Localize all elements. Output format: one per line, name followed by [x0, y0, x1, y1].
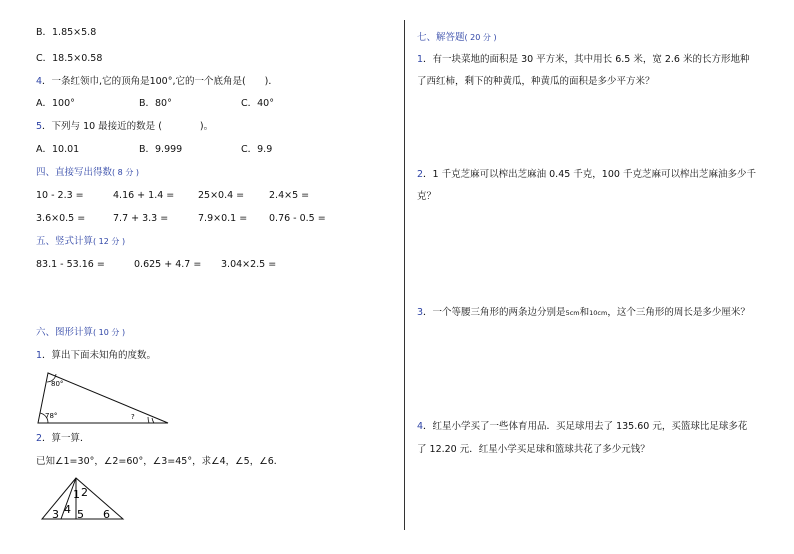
q4-option-b: B．80°	[139, 98, 172, 109]
g1-text: ．算出下面未知角的度数。	[42, 350, 157, 361]
q3-option-c: C．18.5×0.58	[36, 53, 103, 64]
q4-option-c: C．40°	[241, 98, 274, 109]
q4-number: 4	[36, 76, 43, 87]
problem-2-number: 2	[417, 169, 424, 180]
calc-3: 25×0.4 =	[198, 190, 245, 201]
problem-2-line-1	[417, 169, 756, 181]
problem-4-text-1: ．红星小学买了一些体育用品．买足球用去了 135.60 元，买篮球比足球多花	[423, 421, 748, 432]
problem-4-line-1	[417, 421, 747, 433]
angle-label-2: 2	[81, 486, 88, 499]
q5-text: ．下列与 10 最接近的数是 ( )。	[42, 121, 214, 132]
problem-4-line-2: 了 12.20 元．红星小学买足球和篮球共花了多少元钱？	[417, 444, 650, 455]
calc-1: 10 - 2.3 =	[36, 190, 84, 201]
calc-5: 3.6×0.5 =	[36, 213, 86, 224]
section-5-score: ( 12 分 )	[93, 237, 126, 246]
angle-label-3: 3	[52, 508, 59, 521]
triangle-1-left-angle: 78°	[45, 412, 58, 420]
problem-3-side-b: 10cm	[589, 309, 608, 317]
q5-option-b: B．9.999	[139, 144, 183, 155]
section-6-title: 六、图形计算	[36, 327, 94, 338]
calc-6: 7.7 + 3.3 =	[113, 213, 169, 224]
g2-text: ．算一算．	[42, 433, 90, 444]
q4-option-a: A．100°	[36, 98, 75, 109]
problem-3-text-pre: ．一个等腰三角形的两条边分别是	[423, 307, 566, 318]
section-4-title: 四、直接写出得数	[36, 167, 113, 178]
section-6-score: ( 10 分 )	[93, 328, 126, 337]
q4-text: ．一条红领巾,它的顶角是100°,它的一个底角是( )．	[42, 76, 278, 87]
section-7-score: ( 20 分 )	[464, 33, 497, 42]
g2-number: 2	[36, 433, 43, 444]
angle-label-5: 5	[77, 508, 84, 521]
vertical-calc-2: 0.625 + 4.7 =	[134, 259, 202, 270]
problem-3-text-mid: 和	[579, 307, 590, 318]
section-5-title: 五、竖式计算	[36, 236, 94, 247]
vertical-calc-1: 83.1 - 53.16 =	[36, 259, 105, 270]
triangle-1-unknown-angle: ?	[131, 413, 135, 421]
problem-1-text-1: ．有一块菜地的面积是 30 平方米，其中用长 6.5 米，宽 2.6 米的长方形地种	[423, 54, 750, 65]
calc-8: 0.76 - 0.5 =	[269, 213, 326, 224]
calc-2: 4.16 + 1.4 =	[113, 190, 175, 201]
section-7-title: 七、解答题	[417, 32, 465, 43]
triangle-1-top-angle: 80°	[51, 380, 64, 388]
section-4-score: ( 8 分 )	[112, 168, 139, 177]
calc-7: 7.9×0.1 =	[198, 213, 248, 224]
problem-3-text-post: ，这个三角形的周长是多少厘米？	[607, 307, 750, 318]
problem-2-line-2: 克？	[417, 191, 437, 202]
column-divider	[404, 20, 405, 530]
section-7-heading	[417, 32, 497, 44]
g2-given: 已知∠1=30°，∠2=60°，∠3=45°，求∠4，∠5，∠6．	[36, 456, 284, 467]
problem-1-line-2: 了西红柿，剩下的种黄瓜，种黄瓜的面积是多少平方米？	[417, 76, 655, 87]
q3-option-b: B．1.85×5.8	[36, 27, 97, 38]
calc-4: 2.4×5 =	[269, 190, 310, 201]
problem-3-side-a: 5cm	[565, 309, 580, 317]
q5-number: 5	[36, 121, 43, 132]
problem-2-text-1: ．1 千克芝麻可以榨出芝麻油 0.45 千克，100 千克芝麻可以榨出芝麻油多少千	[423, 169, 756, 180]
q5-option-a: A．10.01	[36, 144, 80, 155]
problem-1-line-1	[417, 54, 749, 66]
g1-number: 1	[36, 350, 43, 361]
problem-4-number: 4	[417, 421, 424, 432]
angle-label-1: 1	[73, 488, 80, 501]
problem-1-number: 1	[417, 54, 424, 65]
vertical-calc-3: 3.04×2.5 =	[221, 259, 277, 270]
angle-label-6: 6	[103, 508, 110, 521]
angle-label-4: 4	[64, 503, 71, 516]
problem-3	[417, 307, 750, 319]
q5-option-c: C．9.9	[241, 144, 273, 155]
problem-3-number: 3	[417, 307, 424, 318]
